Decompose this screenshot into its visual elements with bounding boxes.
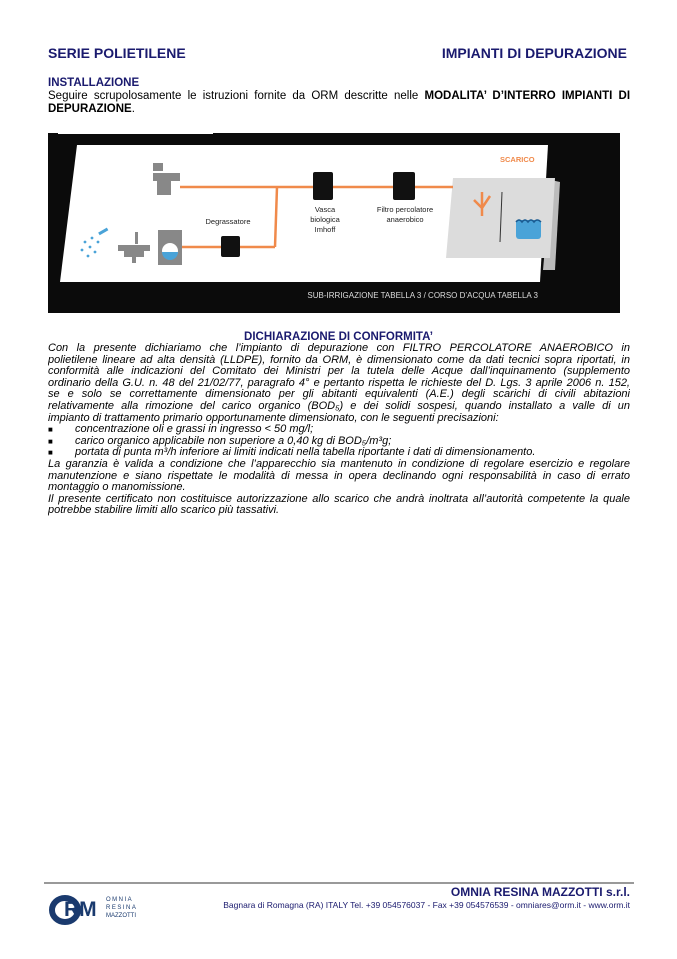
bullet-text: carico organico applicabile non superiore a 0,40 kg di BOD₅/m³g; xyxy=(75,434,392,447)
body-line: potrebbe stabilire limiti allo scarico più tassativi. xyxy=(48,505,280,517)
intro-bold: MODALITA’ D’INTERRO IMPIANTI DI DEPURAZIONE xyxy=(48,90,631,115)
vasca-label-1: Vasca xyxy=(314,205,336,214)
vasca-label-2: biologica xyxy=(310,215,340,224)
body-line: ordinario della G.U. n. 48 del 21/02/77, paragrafo 4° e pertanto rispetta le richieste del D. Lgs. 3 aprile 2006 n. 152, xyxy=(48,377,630,389)
intro-end: . xyxy=(131,103,135,115)
body-line: conformità alle indicazioni del Comitato dei Ministri per la tutela delle Acque dall’inquinamento (supplemento xyxy=(48,366,630,378)
filtro-label-1: Filtro percolatore xyxy=(376,205,434,214)
installation-diagram xyxy=(40,130,620,315)
body-line: se e solo se correttamente dimensionato per gli abitanti equivalenti (A.E.) degli scarichi di civili abitazioni xyxy=(48,389,630,401)
svg-text:RM: RM xyxy=(64,898,97,921)
bullet-item: ■ concentrazione oli e grassi in ingresso < 50 mg/l; xyxy=(48,423,314,436)
installation-heading: INSTALLAZIONE xyxy=(48,77,140,89)
body-line: Con la presente dichiariamo che l’impianto di depurazione con FILTRO PERCOLATORE ANAEROBICO in xyxy=(48,343,630,354)
body-line: relativamente alla rimozione del carico organico (BOD₅) e dei solidi sospesi, quando installato a valle di un xyxy=(48,400,630,412)
footer-divider xyxy=(44,882,634,884)
bullet-text: portata di punta m³/h inferiore ai limiti indicati nella tabella riportante i dati di dimensionamento. xyxy=(75,446,536,459)
bullet-text: concentrazione oli e grassi in ingresso < 50 mg/l; xyxy=(75,423,314,436)
scarico-label: SCARICO xyxy=(500,155,535,164)
vasca-label-3: Imhoff xyxy=(314,225,336,234)
degrassatore-label: Degrassatore xyxy=(205,217,251,226)
washing-machine-icon xyxy=(158,230,182,265)
declaration-body xyxy=(48,343,630,517)
orm-logo xyxy=(48,890,148,926)
company-address: Bagnara di Romagna (RA) ITALY Tel. +39 054576037 - Fax +39 054576539 - omniares@orm.it - www.orm.it xyxy=(223,900,630,910)
diagram-caption: SUB-IRRIGAZIONE TABELLA 3 / CORSO D’ACQUA TABELLA 3 xyxy=(307,291,538,300)
company-name: OMNIA RESINA MAZZOTTI s.r.l. xyxy=(450,885,630,899)
bullet-item: ■ portata di punta m³/h inferiore ai limiti indicati nella tabella riportante i dati di dimensionamento. xyxy=(48,446,536,459)
imhoff-tank-icon xyxy=(313,172,333,200)
svg-text:MAZZOTTI: MAZZOTTI xyxy=(106,913,136,919)
degrassatore-tank-icon xyxy=(221,236,240,257)
intro-text: Seguire scrupolosamente le istruzioni fornite da ORM descritte nelle xyxy=(48,90,425,102)
bullet-item: ■ carico organico applicabile non superiore a 0,40 kg di BOD₅/m³g; xyxy=(48,434,392,447)
body-line: La garanzia è valida a condizione che l’apparecchio sia mantenuto in condizione di regolare esercizio e regolare xyxy=(48,458,630,470)
body-line: Il presente certificato non costituisce autorizzazione allo scarico che andrà inoltrata all’autorità competente la quale xyxy=(48,493,630,505)
declaration-title: DICHIARAZIONE DI CONFORMITA’ xyxy=(244,331,433,343)
svg-text:RESINA: RESINA xyxy=(106,905,138,911)
svg-text:OMNIA: OMNIA xyxy=(106,897,134,903)
body-line: manutenzione e siano rispettate le modalità di messa in opera declinando ogni responsabilità in caso di errato xyxy=(48,470,630,482)
body-line: polietilene lineare ad alta densità (LLDPE), fornito da ORM, è dimensionato come da dati tecnici sopra riportati, in xyxy=(48,354,630,366)
series-title: SERIE POLIETILENE xyxy=(48,45,186,61)
installation-text xyxy=(48,90,630,116)
body-line: montaggio o manomissione. xyxy=(48,482,186,494)
category-title: IMPIANTI DI DEPURAZIONE xyxy=(441,45,627,61)
filtro-label-2: anaerobico xyxy=(386,215,424,224)
body-line: impianto di trattamento primario opportunamente dimensionato, con le seguenti precisazioni: xyxy=(48,412,499,424)
water-icon xyxy=(516,220,541,239)
filter-tank-icon xyxy=(393,172,415,200)
